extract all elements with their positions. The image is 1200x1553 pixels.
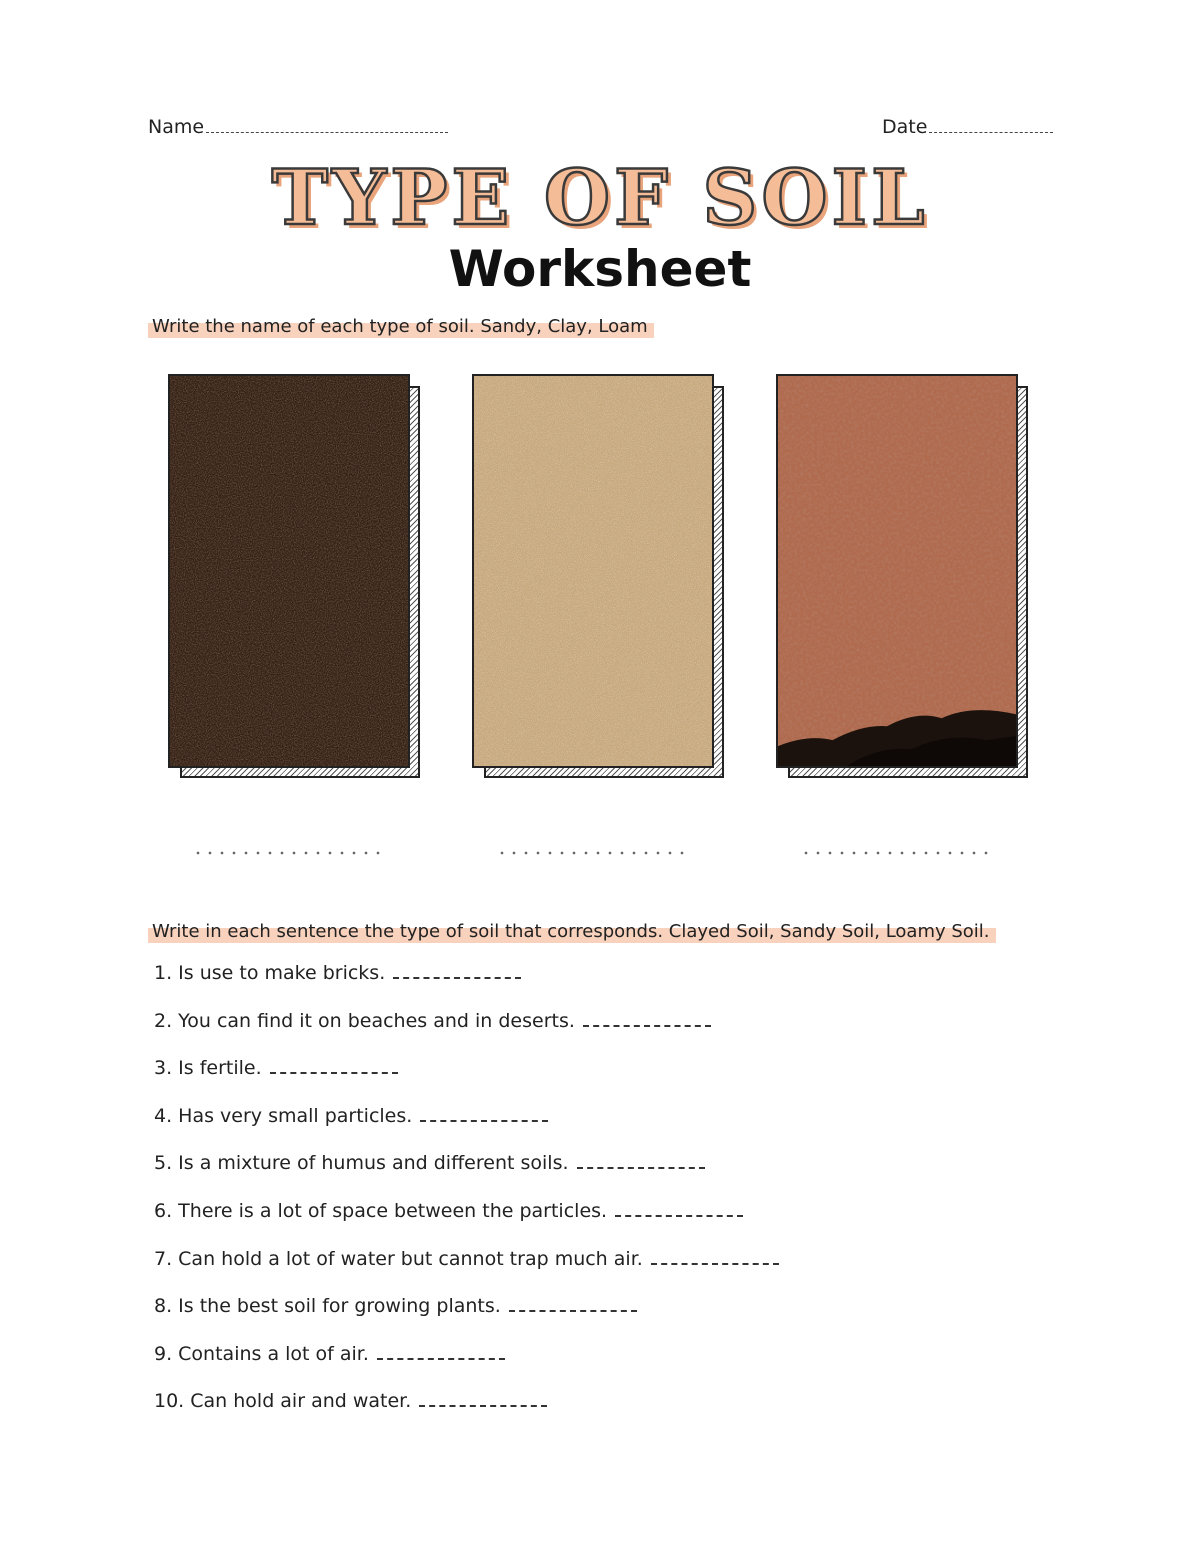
- soil-card-2: [472, 374, 727, 782]
- date-field[interactable]: [882, 116, 1053, 138]
- answer-blank[interactable]: [509, 1296, 637, 1312]
- answer-blank[interactable]: [615, 1201, 743, 1217]
- answer-blank[interactable]: [377, 1344, 505, 1360]
- name-label: Name: [148, 116, 205, 138]
- answer-blank[interactable]: [577, 1153, 705, 1169]
- answer-blank[interactable]: [420, 1106, 548, 1122]
- question-item: [154, 1057, 779, 1105]
- instruction-name-soils: Write the name of each type of soil. Sandy, Clay, Loam: [148, 314, 654, 340]
- soil-card-3: [776, 374, 1031, 782]
- question-item: [154, 1105, 779, 1153]
- name-blank-line[interactable]: [206, 116, 448, 133]
- answer-line-3[interactable]: [800, 850, 992, 856]
- question-item: [154, 1248, 779, 1296]
- question-item: [154, 1200, 779, 1248]
- answer-blank[interactable]: [583, 1011, 711, 1027]
- question-item: [154, 1152, 779, 1200]
- question-text: 7. Can hold a lot of water but cannot trap much air.: [154, 1247, 643, 1270]
- page-subtitle: Worksheet: [448, 240, 752, 298]
- question-list: [154, 962, 779, 1438]
- page-title: TYPE OF SOIL: [271, 153, 929, 242]
- question-item: [154, 1390, 779, 1438]
- soil-card-1: [168, 374, 423, 782]
- question-text: 5. Is a mixture of humus and different soils.: [154, 1152, 569, 1175]
- question-item: [154, 1010, 779, 1058]
- name-field[interactable]: [148, 116, 448, 138]
- question-text: 8. Is the best soil for growing plants.: [154, 1295, 501, 1318]
- date-blank-line[interactable]: [929, 116, 1053, 133]
- question-text: 2. You can find it on beaches and in deserts.: [154, 1009, 575, 1032]
- answer-line-2[interactable]: [496, 850, 688, 856]
- question-item: [154, 1343, 779, 1391]
- question-text: 10. Can hold air and water.: [154, 1390, 412, 1413]
- instruction-match-soils: Write in each sentence the type of soil that corresponds. Clayed Soil, Sandy Soil, Loamy Soil.: [148, 919, 996, 945]
- question-text: 6. There is a lot of space between the particles.: [154, 1199, 608, 1222]
- question-text: 4. Has very small particles.: [154, 1104, 413, 1127]
- question-text: 1. Is use to make bricks.: [154, 962, 386, 984]
- question-item: [154, 962, 779, 1010]
- answer-blank[interactable]: [419, 1391, 547, 1407]
- question-text: 9. Contains a lot of air.: [154, 1342, 369, 1365]
- answer-blank[interactable]: [651, 1249, 779, 1265]
- answer-blank[interactable]: [393, 963, 521, 979]
- sandy-soil-photo: [472, 374, 714, 768]
- loam-soil-photo: [168, 374, 410, 768]
- answer-blank[interactable]: [270, 1058, 398, 1074]
- question-item: [154, 1295, 779, 1343]
- answer-line-1[interactable]: [192, 850, 384, 856]
- question-text: 3. Is fertile.: [154, 1057, 262, 1080]
- clay-soil-photo: [776, 374, 1018, 768]
- date-label: Date: [882, 116, 928, 138]
